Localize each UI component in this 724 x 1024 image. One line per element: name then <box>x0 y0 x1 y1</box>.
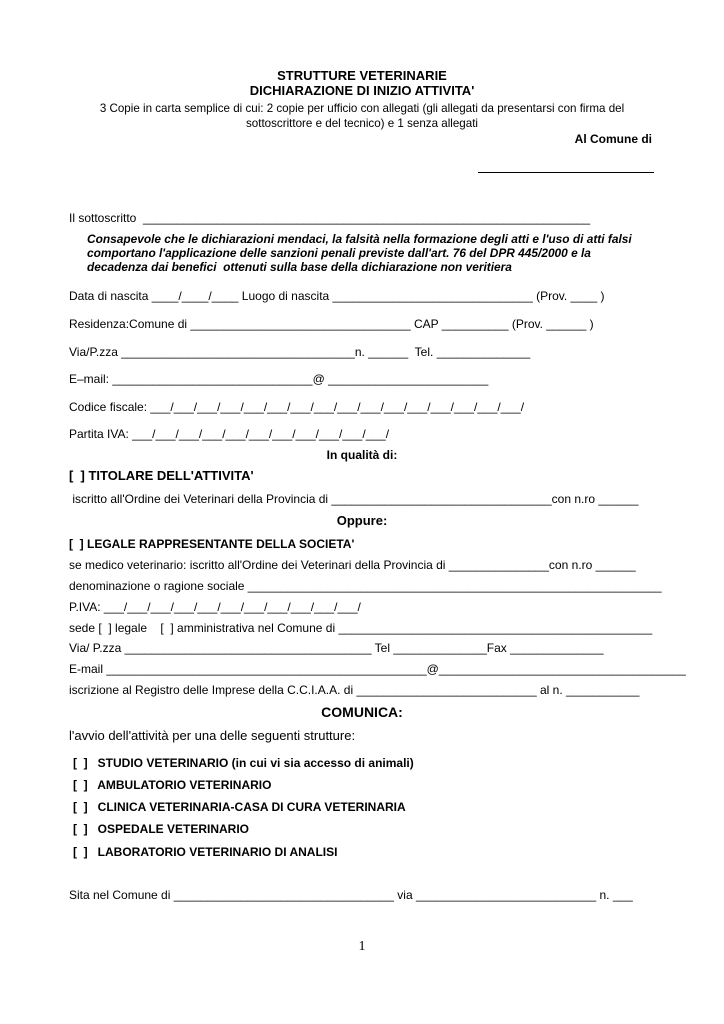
warning-line3: decadenza dai benefici ottenuti sulla base della dichiarazione non veritiera <box>87 260 512 274</box>
medico-ordine-field[interactable]: se medico veterinario: iscritto all'Ordine dei Veterinari della Provincia di _______________con n.ro ______ <box>69 558 636 572</box>
address-fields[interactable]: Via/P.zza ___________________________________n. ______ Tel. ______________ <box>69 345 531 359</box>
page-number: 1 <box>358 939 366 954</box>
option-ambulatorio[interactable]: [ ] AMBULATORIO VETERINARIO <box>73 778 272 792</box>
piva-societa-field[interactable]: P.IVA: ___/___/___/___/___/___/___/___/___/___/___/ <box>69 600 361 614</box>
option-studio[interactable]: [ ] STUDIO VETERINARIO (in cui vi sia accesso di animali) <box>73 756 414 770</box>
comunica-heading: COMUNICA: <box>321 704 403 720</box>
al-comune-label: Al Comune di <box>574 132 652 146</box>
legale-checkbox[interactable]: [ ] LEGALE RAPPRESENTANTE DELLA SOCIETA' <box>69 537 355 551</box>
option-ospedale[interactable]: [ ] OSPEDALE VETERINARIO <box>73 822 250 836</box>
residence-fields[interactable]: Residenza:Comune di _________________________________ CAP __________ (Prov. ______ ) <box>69 317 594 331</box>
form-subtitle: DICHIARAZIONE DI INIZIO ATTIVITA' <box>249 83 475 98</box>
via-tel-fax-field[interactable]: Via/ P.zza _____________________________________ Tel ______________Fax ______________ <box>69 641 604 655</box>
titolare-checkbox[interactable]: [ ] TITOLARE DELL'ATTIVITA' <box>69 468 254 483</box>
comune-input-line[interactable] <box>478 172 654 173</box>
qualita-heading: In qualità di: <box>326 448 398 462</box>
titolare-ordine-field[interactable]: iscritto all'Ordine dei Veterinari della Provincia di _________________________________con n.ro ______ <box>69 492 639 506</box>
copies-note-line1: 3 Copie in carta semplice di cui: 2 copie per ufficio con allegati (gli allegati da presentarsi con firma del <box>99 102 625 115</box>
form-title: STRUTTURE VETERINARIE <box>277 68 447 83</box>
registro-imprese-field[interactable]: iscrizione al Registro delle Imprese della C.C.I.A.A. di ___________________________ al n. ___________ <box>69 683 640 697</box>
email-field[interactable]: E–mail: ______________________________@ ________________________ <box>69 372 489 386</box>
codice-fiscale-field[interactable]: Codice fiscale: ___/___/___/___/___/___/___/___/___/___/___/___/___/___/___/___/ <box>69 400 525 414</box>
sita-comune-field[interactable]: Sita nel Comune di _________________________________ via ___________________________ n. ___ <box>69 888 633 902</box>
option-clinica[interactable]: [ ] CLINICA VETERINARIA-CASA DI CURA VETERINARIA <box>73 800 406 814</box>
option-laboratorio[interactable]: [ ] LABORATORIO VETERINARIO DI ANALISI <box>73 845 338 859</box>
denominazione-field[interactable]: denominazione o ragione sociale ______________________________________________________________ <box>69 579 662 593</box>
warning-line1: Consapevole che le dichiarazioni mendaci, la falsità nella formazione degli atti e l'uso di atti falsi <box>87 232 632 246</box>
comunica-intro: l'avvio dell'attività per una delle seguenti strutture: <box>69 728 356 743</box>
sede-field[interactable]: sede [ ] legale [ ] amministrativa nel Comune di _______________________________________________ <box>69 621 653 635</box>
sottoscritto-field[interactable]: Il sottoscritto ___________________________________________________________________ <box>69 211 591 225</box>
birth-fields[interactable]: Data di nascita ____/____/____ Luogo di nascita ______________________________ (Prov. ____ ) <box>69 289 605 303</box>
copies-note-line2: sottoscrittore e del tecnico) e 1 senza allegati <box>246 117 478 130</box>
oppure-heading: Oppure: <box>336 513 388 528</box>
warning-line2: comportano l'applicazione delle sanzioni penali previste dall'art. 76 del DPR 445/2000 e la <box>87 246 591 260</box>
partita-iva-field[interactable]: Partita IVA: ___/___/___/___/___/___/___/___/___/___/___/ <box>69 427 390 441</box>
email-societa-field[interactable]: E-mail ________________________________________________@_____________________________________ <box>69 662 686 676</box>
